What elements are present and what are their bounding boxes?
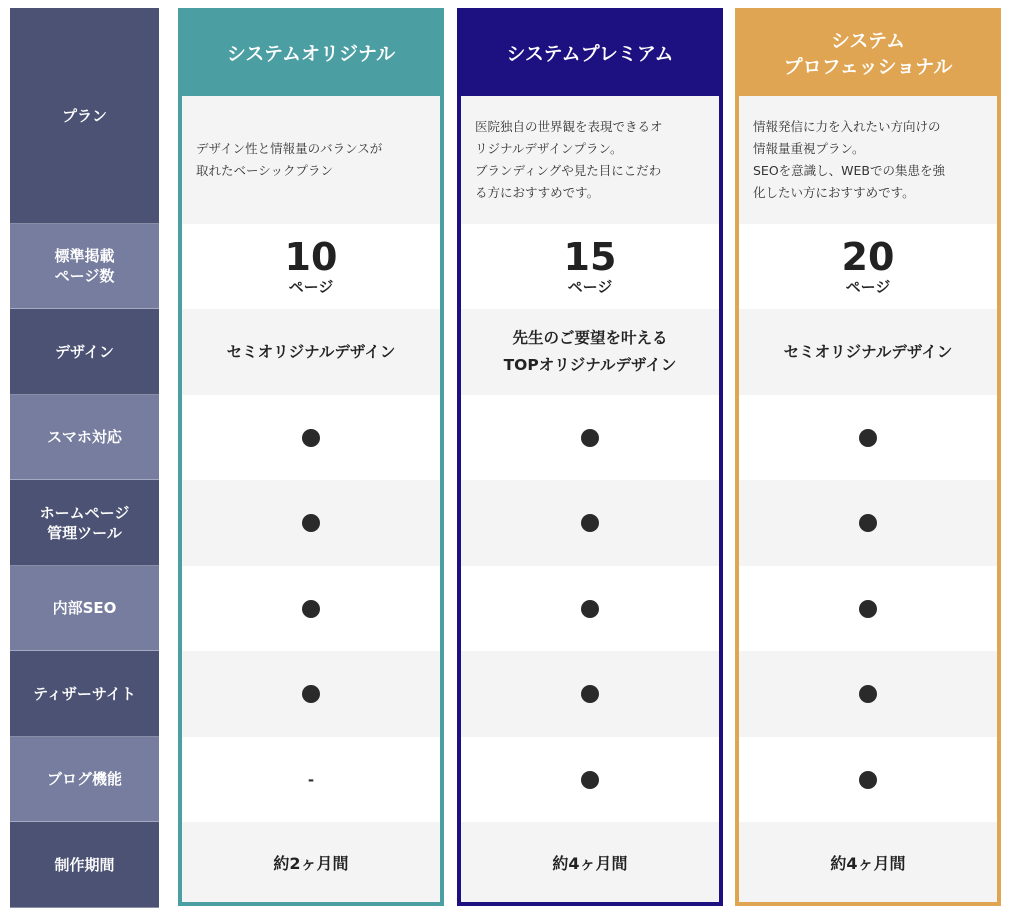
plan-description: デザイン性と情報量のバランスが 取れたベーシックプラン bbox=[182, 96, 440, 224]
cms-cell bbox=[461, 480, 719, 566]
row-label-smartphone: スマホ対応 bbox=[10, 395, 159, 480]
teaser-cell bbox=[461, 651, 719, 737]
check-dot-icon bbox=[302, 429, 320, 447]
page-count-cell bbox=[182, 224, 440, 309]
blog-cell bbox=[739, 737, 997, 822]
design-value: 先生のご要望を叶える TOPオリジナルデザイン bbox=[503, 329, 677, 374]
row-label-teaser: ティザーサイト bbox=[10, 651, 159, 737]
page-count-unit: ページ bbox=[845, 277, 891, 296]
cms-cell bbox=[739, 480, 997, 566]
plan-column-1 bbox=[178, 8, 444, 906]
check-dot-icon bbox=[302, 600, 320, 618]
check-dot-icon bbox=[859, 600, 877, 618]
page-count-cell bbox=[461, 224, 719, 309]
plan-column-2 bbox=[457, 8, 723, 906]
check-dot-icon bbox=[302, 514, 320, 532]
check-dot-icon bbox=[581, 429, 599, 447]
row-label-cms: ホームページ 管理ツール bbox=[10, 480, 159, 566]
plan-name: システムオリジナル bbox=[182, 12, 440, 96]
page-count-value: 10 bbox=[284, 234, 338, 279]
check-dot-icon bbox=[581, 771, 599, 789]
check-dot-icon bbox=[581, 514, 599, 532]
smartphone-cell bbox=[739, 395, 997, 480]
row-label-plan: プラン bbox=[10, 8, 159, 224]
check-dot-icon bbox=[859, 429, 877, 447]
row-label-blog: ブログ機能 bbox=[10, 737, 159, 822]
row-label-column bbox=[10, 8, 159, 908]
not-included-dash: - bbox=[307, 770, 315, 789]
row-label-design: デザイン bbox=[10, 309, 159, 395]
page-count-unit: ページ bbox=[288, 277, 334, 296]
period-cell bbox=[739, 822, 997, 902]
page-count-unit: ページ bbox=[567, 277, 613, 296]
plan-column-3 bbox=[735, 8, 1001, 906]
plan-name: システム プロフェッショナル bbox=[739, 12, 997, 96]
period-cell bbox=[182, 822, 440, 902]
check-dot-icon bbox=[302, 685, 320, 703]
plan-name: システムプレミアム bbox=[461, 12, 719, 96]
design-cell bbox=[461, 309, 719, 395]
smartphone-cell bbox=[182, 395, 440, 480]
check-dot-icon bbox=[859, 514, 877, 532]
design-value: セミオリジナルデザイン bbox=[226, 342, 396, 361]
seo-cell bbox=[461, 566, 719, 651]
period-value: 約2ヶ月間 bbox=[273, 853, 349, 873]
check-dot-icon bbox=[581, 600, 599, 618]
row-label-seo: 内部SEO bbox=[10, 566, 159, 651]
plan-description: 情報発信に力を入れたい方向けの 情報量重視プラン。 SEOを意識し、WEBでの集患を強 化したい方におすすめです。 bbox=[739, 96, 997, 224]
period-value: 約4ヶ月間 bbox=[552, 853, 628, 873]
page-count-value: 20 bbox=[841, 234, 895, 279]
seo-cell bbox=[182, 566, 440, 651]
row-label-period: 制作期間 bbox=[10, 822, 159, 908]
design-cell bbox=[182, 309, 440, 395]
period-value: 約4ヶ月間 bbox=[830, 853, 906, 873]
check-dot-icon bbox=[859, 685, 877, 703]
page-count-value: 15 bbox=[563, 234, 617, 279]
seo-cell bbox=[739, 566, 997, 651]
blog-cell bbox=[461, 737, 719, 822]
check-dot-icon bbox=[581, 685, 599, 703]
period-cell bbox=[461, 822, 719, 902]
smartphone-cell bbox=[461, 395, 719, 480]
page-count-cell bbox=[739, 224, 997, 309]
check-dot-icon bbox=[859, 771, 877, 789]
row-label-pages: 標準掲載 ページ数 bbox=[10, 224, 159, 309]
teaser-cell bbox=[182, 651, 440, 737]
design-value: セミオリジナルデザイン bbox=[783, 342, 953, 361]
plan-description: 医院独自の世界観を表現できるオ リジナルデザインプラン。 ブランディングや見た目にこだわ る方におすすめです。 bbox=[461, 96, 719, 224]
teaser-cell bbox=[739, 651, 997, 737]
design-cell bbox=[739, 309, 997, 395]
blog-cell bbox=[182, 737, 440, 822]
cms-cell bbox=[182, 480, 440, 566]
